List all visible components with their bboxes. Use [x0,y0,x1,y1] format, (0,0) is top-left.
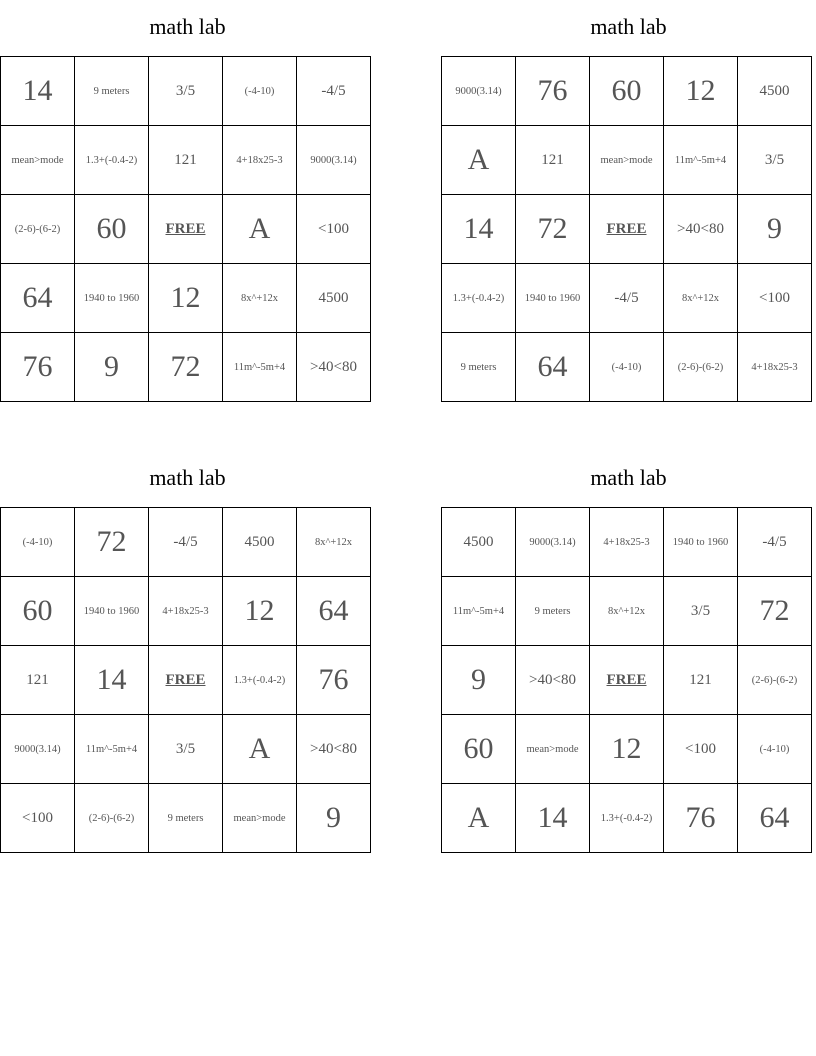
grid-cell: 64 [516,333,590,402]
grid-cell: 4500 [442,508,516,577]
grid-cell: 9 [442,646,516,715]
grid-cell: 3/5 [149,715,223,784]
grid-cell: 11m^-5m+4 [442,577,516,646]
free-space: FREE [149,195,223,264]
grid-row [442,57,812,126]
grid-cell: 9 meters [442,333,516,402]
grid-cell: 76 [1,333,75,402]
grid-cell: (-4-10) [1,508,75,577]
grid-cell: mean>mode [590,126,664,195]
grid-row [1,508,371,577]
grid-row [1,126,371,195]
grid-cell: A [442,784,516,853]
grid-row [1,195,371,264]
grid-cell: -4/5 [149,508,223,577]
grid-cell: 1.3+(-0.4-2) [75,126,149,195]
grid-cell: >40<80 [516,646,590,715]
grid-cell: 9000(3.14) [297,126,371,195]
grid-row [1,577,371,646]
grid-cell: 9 [297,784,371,853]
grid-cell: 4+18x25-3 [223,126,297,195]
grid-cell: 4+18x25-3 [590,508,664,577]
grid-cell: 1.3+(-0.4-2) [223,646,297,715]
bingo-grid [441,507,812,853]
grid-cell: 11m^-5m+4 [664,126,738,195]
grid-row [1,715,371,784]
grid-cell: 76 [516,57,590,126]
grid-cell: 9 [75,333,149,402]
bingo-grid [0,507,371,853]
card-title: math lab [149,14,226,39]
grid-row [1,264,371,333]
grid-cell: 9000(3.14) [516,508,590,577]
grid-cell: 8x^+12x [664,264,738,333]
grid-cell: 76 [664,784,738,853]
grid-row [442,126,812,195]
grid-cell: (-4-10) [738,715,812,784]
grid-row [442,508,812,577]
grid-cell: 14 [442,195,516,264]
grid-cell: -4/5 [297,57,371,126]
grid-cell: mean>mode [1,126,75,195]
grid-row [442,646,812,715]
card-title: math lab [590,14,667,39]
grid-cell: 9 meters [149,784,223,853]
grid-cell: <100 [297,195,371,264]
grid-row [1,646,371,715]
free-space: FREE [590,646,664,715]
grid-row [442,784,812,853]
grid-cell: 60 [75,195,149,264]
grid-cell: 121 [149,126,223,195]
grid-cell: (-4-10) [223,57,297,126]
grid-cell: A [223,195,297,264]
grid-cell: 12 [664,57,738,126]
grid-cell: (2-6)-(6-2) [738,646,812,715]
grid-cell: <100 [1,784,75,853]
grid-cell: 9000(3.14) [442,57,516,126]
grid-cell: >40<80 [297,333,371,402]
grid-row [1,333,371,402]
grid-cell: 12 [149,264,223,333]
grid-cell: 8x^+12x [590,577,664,646]
grid-cell: 3/5 [664,577,738,646]
grid-cell: 14 [1,57,75,126]
grid-cell: 8x^+12x [297,508,371,577]
grid-cell: 1940 to 1960 [75,264,149,333]
grid-cell: 9 meters [516,577,590,646]
grid-cell: 64 [297,577,371,646]
grid-row [442,715,812,784]
grid-cell: (2-6)-(6-2) [664,333,738,402]
grid-cell: 72 [75,508,149,577]
grid-cell: 60 [590,57,664,126]
grid-cell: <100 [738,264,812,333]
grid-cell: 4500 [223,508,297,577]
grid-cell: 9 [738,195,812,264]
grid-cell: 64 [1,264,75,333]
card-title: math lab [590,465,667,490]
grid-cell: 4+18x25-3 [738,333,812,402]
grid-cell: 72 [516,195,590,264]
grid-row [442,264,812,333]
grid-cell: 4+18x25-3 [149,577,223,646]
grid-row [1,784,371,853]
grid-cell: 1.3+(-0.4-2) [442,264,516,333]
grid-cell: 11m^-5m+4 [223,333,297,402]
bingo-grid [0,56,371,402]
grid-cell: -4/5 [590,264,664,333]
grid-cell: 1940 to 1960 [75,577,149,646]
grid-cell: 3/5 [738,126,812,195]
grid-cell: 11m^-5m+4 [75,715,149,784]
grid-cell: 72 [149,333,223,402]
grid-cell: 14 [75,646,149,715]
grid-cell: 121 [516,126,590,195]
free-space: FREE [149,646,223,715]
free-space: FREE [590,195,664,264]
grid-cell: 12 [223,577,297,646]
card-title: math lab [149,465,226,490]
bingo-grid [441,56,812,402]
grid-cell: 8x^+12x [223,264,297,333]
grid-row [1,57,371,126]
grid-cell: >40<80 [664,195,738,264]
grid-cell: 64 [738,784,812,853]
grid-cell: 4500 [738,57,812,126]
grid-cell: 9000(3.14) [1,715,75,784]
grid-cell: 121 [664,646,738,715]
grid-cell: 14 [516,784,590,853]
grid-cell: 60 [1,577,75,646]
grid-cell: A [223,715,297,784]
grid-cell: (2-6)-(6-2) [1,195,75,264]
grid-cell: 12 [590,715,664,784]
grid-cell: 72 [738,577,812,646]
grid-cell: mean>mode [516,715,590,784]
grid-cell: 4500 [297,264,371,333]
grid-cell: >40<80 [297,715,371,784]
grid-cell: mean>mode [223,784,297,853]
grid-cell: (2-6)-(6-2) [75,784,149,853]
grid-row [442,333,812,402]
grid-cell: (-4-10) [590,333,664,402]
grid-row [442,195,812,264]
grid-cell: A [442,126,516,195]
grid-cell: 1940 to 1960 [664,508,738,577]
grid-row [442,577,812,646]
grid-cell: 3/5 [149,57,223,126]
grid-cell: 121 [1,646,75,715]
grid-cell: 1.3+(-0.4-2) [590,784,664,853]
grid-cell: <100 [664,715,738,784]
grid-cell: 1940 to 1960 [516,264,590,333]
grid-cell: 76 [297,646,371,715]
grid-cell: 9 meters [75,57,149,126]
grid-cell: 60 [442,715,516,784]
grid-cell: -4/5 [738,508,812,577]
